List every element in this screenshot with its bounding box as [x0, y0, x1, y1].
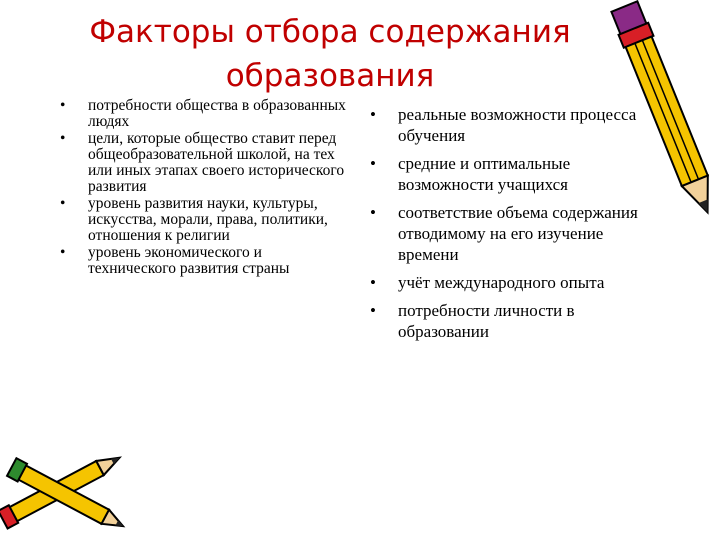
- list-item: • потребности личности в образовании: [370, 301, 575, 341]
- bullet-marker: •: [370, 154, 376, 173]
- list-item: • уровень развития науки, культуры, искусства, морали, права, политики, отношения к религии: [60, 194, 328, 245]
- bullet-marker: •: [370, 273, 376, 292]
- bullet-marker: •: [60, 129, 66, 147]
- bullet-marker: •: [370, 301, 376, 320]
- title-line-2: образования: [225, 58, 435, 94]
- bullet-marker: •: [60, 243, 66, 261]
- crossed-pencils-icon: [0, 428, 140, 540]
- left-bullet-list: [60, 98, 350, 277]
- list-item: • средние и оптимальные возможности учащихся: [370, 154, 571, 194]
- title-line-1: Факторы отбора содержания: [89, 14, 571, 50]
- slide-title: [60, 10, 600, 98]
- list-item: • уровень экономического и технического развития страны: [60, 243, 290, 277]
- bullet-marker: •: [370, 203, 376, 222]
- list-item: • цели, которые общество ставит перед общеобразовательной школой, на тех или иных этапах своего исторического развития: [60, 129, 345, 196]
- bullet-marker: •: [60, 194, 66, 212]
- list-item: • соответствие объема содержания отводимому на его изучение времени: [370, 203, 638, 264]
- bullet-marker: •: [370, 105, 376, 124]
- pencil-icon: [600, 0, 720, 540]
- list-item: • потребности общества в образованных людях: [60, 97, 346, 131]
- bullet-marker: •: [60, 97, 66, 114]
- list-item: • учёт международного опыта: [370, 273, 605, 292]
- list-item: • реальные возможности процесса обучения: [370, 105, 637, 145]
